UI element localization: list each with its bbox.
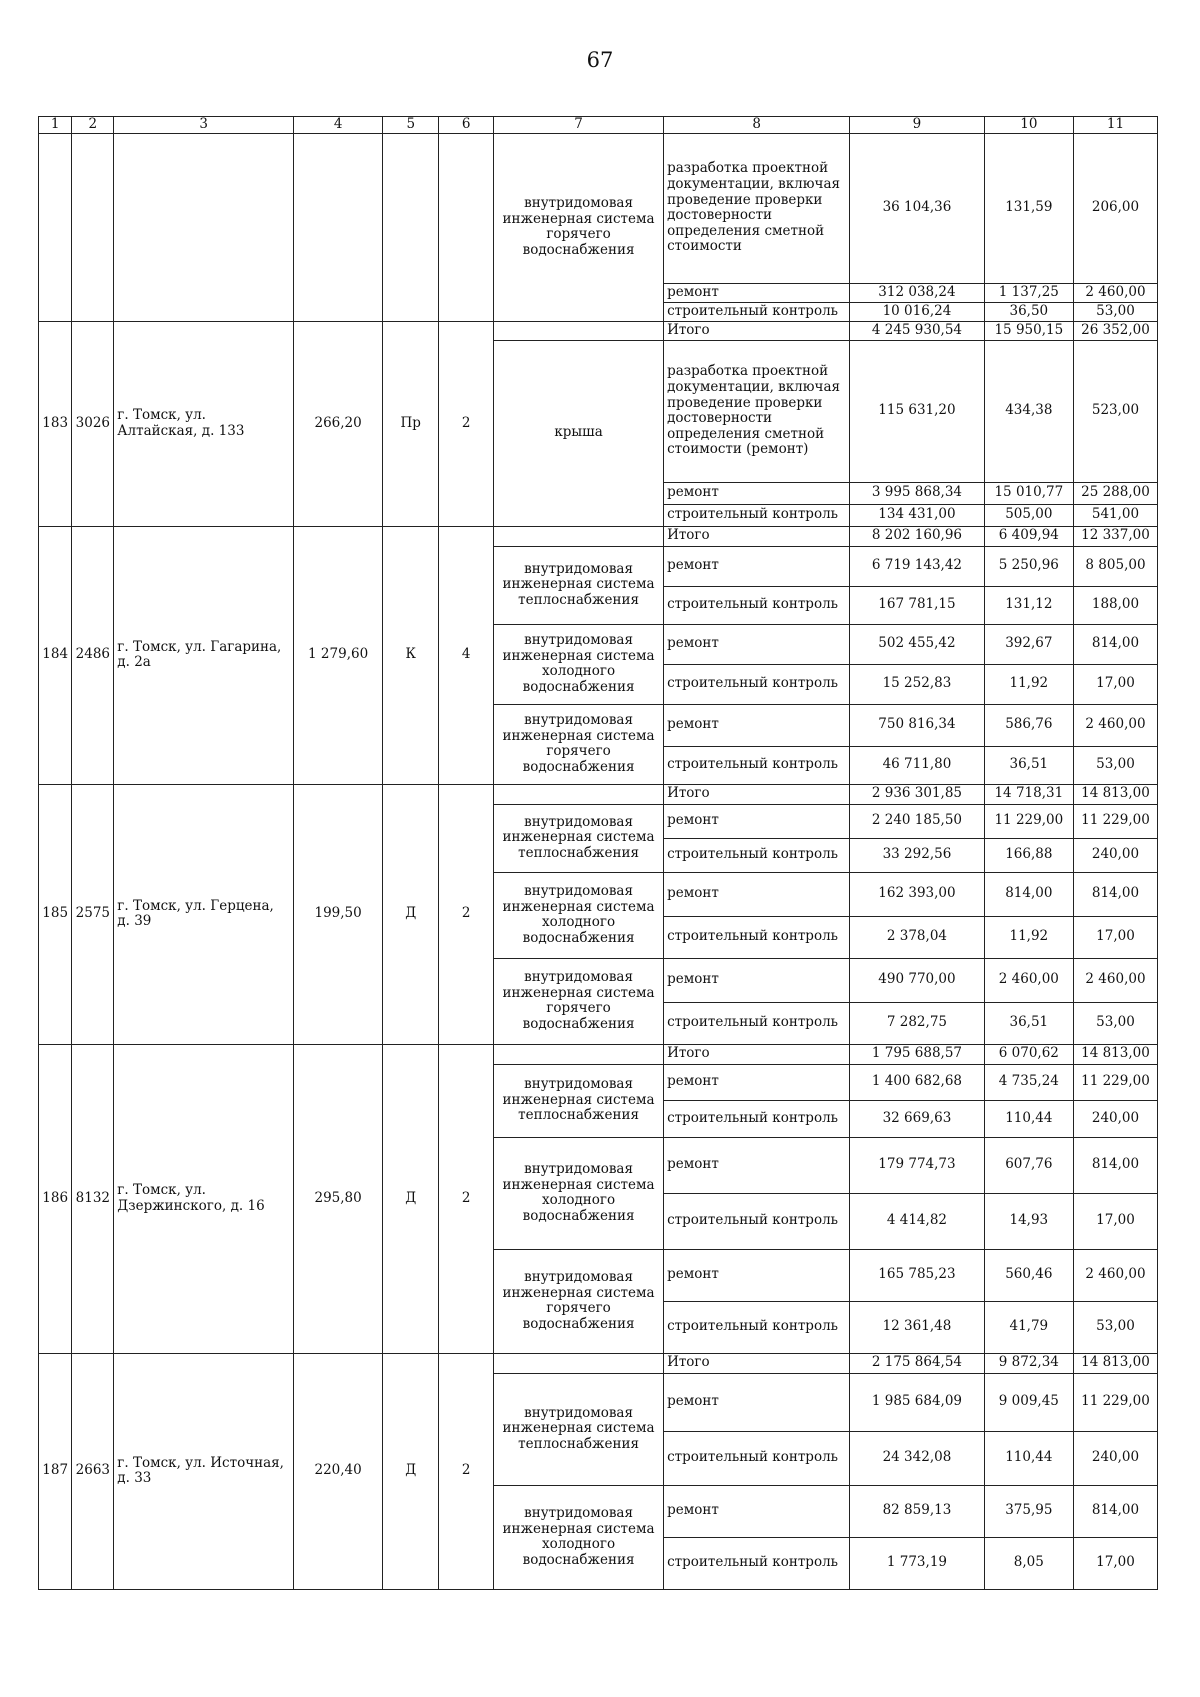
column-number: 7 (494, 117, 664, 134)
cost-total: 33 292,56 (850, 838, 984, 872)
cost-limit: 53,00 (1073, 302, 1157, 321)
cost-per-sqm: 4 735,24 (984, 1064, 1073, 1100)
cost-limit: 17,00 (1073, 664, 1157, 704)
blank-cell (293, 133, 382, 321)
area: 295,80 (293, 1044, 382, 1353)
table-row (39, 1353, 1158, 1373)
work-type: строительный контроль (664, 1431, 850, 1485)
material-type: Д (383, 1353, 439, 1589)
cost-total: 4 414,82 (850, 1193, 984, 1249)
cost-limit: 188,00 (1073, 586, 1157, 624)
cost-limit: 17,00 (1073, 916, 1157, 958)
cost-total: 36 104,36 (850, 133, 984, 283)
house-code: 2575 (72, 784, 114, 1044)
work-type: Итого (664, 1353, 850, 1373)
cost-limit: 53,00 (1073, 1301, 1157, 1353)
work-type: строительный контроль (664, 1537, 850, 1589)
cost-total: 32 669,63 (850, 1100, 984, 1137)
cost-total: 167 781,15 (850, 586, 984, 624)
work-type: строительный контроль (664, 1100, 850, 1137)
cost-per-sqm: 392,67 (984, 624, 1073, 664)
floors: 2 (439, 1353, 494, 1589)
cost-limit: 12 337,00 (1073, 526, 1157, 546)
column-number: 3 (114, 117, 294, 134)
column-number: 11 (1073, 117, 1157, 134)
cost-limit: 814,00 (1073, 872, 1157, 916)
cost-total: 134 431,00 (850, 504, 984, 526)
area: 199,50 (293, 784, 382, 1044)
work-type: ремонт (664, 1137, 850, 1193)
cost-per-sqm: 6 070,62 (984, 1044, 1073, 1064)
work-type: строительный контроль (664, 586, 850, 624)
cost-per-sqm: 131,59 (984, 133, 1073, 283)
engineering-system: внутридомовая инженерная система теплоснабжения (494, 1373, 664, 1485)
column-number: 1 (39, 117, 72, 134)
work-type: ремонт (664, 1249, 850, 1301)
work-type: ремонт (664, 1485, 850, 1537)
row-number: 186 (39, 1044, 72, 1353)
row-number: 184 (39, 526, 72, 784)
work-type: разработка проектной документации, включая проведение проверки достоверности определения сметной стоимости (ремонт) (664, 340, 850, 482)
floors: 2 (439, 784, 494, 1044)
engineering-system: внутридомовая инженерная система холодного водоснабжения (494, 624, 664, 704)
material-type: Д (383, 784, 439, 1044)
row-number: 187 (39, 1353, 72, 1589)
cost-total: 2 240 185,50 (850, 804, 984, 838)
cost-total: 1 795 688,57 (850, 1044, 984, 1064)
engineering-system: внутридомовая инженерная система холодного водоснабжения (494, 1485, 664, 1589)
cost-total: 12 361,48 (850, 1301, 984, 1353)
cost-limit: 2 460,00 (1073, 283, 1157, 302)
cost-per-sqm: 14 718,31 (984, 784, 1073, 804)
cost-total: 15 252,83 (850, 664, 984, 704)
cost-per-sqm: 586,76 (984, 704, 1073, 746)
table-row (39, 526, 1158, 546)
engineering-system: внутридомовая инженерная система теплоснабжения (494, 804, 664, 872)
blank-cell (494, 784, 664, 804)
table-row (39, 321, 1158, 340)
address: г. Томск, ул. Алтайская, д. 133 (114, 321, 294, 526)
cost-total: 750 816,34 (850, 704, 984, 746)
engineering-system: внутридомовая инженерная система теплоснабжения (494, 1064, 664, 1137)
work-type: строительный контроль (664, 746, 850, 784)
work-type: строительный контроль (664, 504, 850, 526)
cost-total: 46 711,80 (850, 746, 984, 784)
cost-limit: 2 460,00 (1073, 958, 1157, 1002)
house-code: 3026 (72, 321, 114, 526)
cost-per-sqm: 9 009,45 (984, 1373, 1073, 1431)
column-number: 10 (984, 117, 1073, 134)
cost-limit: 26 352,00 (1073, 321, 1157, 340)
address: г. Томск, ул. Герцена, д. 39 (114, 784, 294, 1044)
area: 1 279,60 (293, 526, 382, 784)
cost-limit: 53,00 (1073, 746, 1157, 784)
cost-limit: 240,00 (1073, 1431, 1157, 1485)
cost-per-sqm: 560,46 (984, 1249, 1073, 1301)
cost-per-sqm: 814,00 (984, 872, 1073, 916)
blank-cell (494, 321, 664, 340)
work-type: Итого (664, 784, 850, 804)
cost-per-sqm: 36,50 (984, 302, 1073, 321)
cost-per-sqm: 11,92 (984, 664, 1073, 704)
work-type: разработка проектной документации, включая проведение проверки достоверности определения сметной стоимости (664, 133, 850, 283)
cost-total: 1 773,19 (850, 1537, 984, 1589)
work-type: Итого (664, 1044, 850, 1064)
material-type: К (383, 526, 439, 784)
work-type: ремонт (664, 872, 850, 916)
cost-total: 2 378,04 (850, 916, 984, 958)
work-type: строительный контроль (664, 838, 850, 872)
cost-limit: 814,00 (1073, 1485, 1157, 1537)
work-type: строительный контроль (664, 1193, 850, 1249)
table-row (39, 784, 1158, 804)
cost-per-sqm: 505,00 (984, 504, 1073, 526)
cost-total: 24 342,08 (850, 1431, 984, 1485)
cost-per-sqm: 607,76 (984, 1137, 1073, 1193)
engineering-system: внутридомовая инженерная система горячего водоснабжения (494, 133, 664, 321)
work-type: ремонт (664, 283, 850, 302)
material-type: Д (383, 1044, 439, 1353)
cost-total: 4 245 930,54 (850, 321, 984, 340)
cost-per-sqm: 1 137,25 (984, 283, 1073, 302)
blank-cell (114, 133, 294, 321)
cost-limit: 14 813,00 (1073, 1353, 1157, 1373)
cost-per-sqm: 110,44 (984, 1431, 1073, 1485)
work-type: ремонт (664, 1373, 850, 1431)
cost-per-sqm: 15 950,15 (984, 321, 1073, 340)
engineering-system: внутридомовая инженерная система теплоснабжения (494, 546, 664, 624)
work-type: ремонт (664, 958, 850, 1002)
cost-total: 1 985 684,09 (850, 1373, 984, 1431)
cost-total: 2 175 864,54 (850, 1353, 984, 1373)
column-number: 9 (850, 117, 984, 134)
cost-per-sqm: 131,12 (984, 586, 1073, 624)
blank-cell (494, 1044, 664, 1064)
work-type: строительный контроль (664, 1002, 850, 1044)
cost-limit: 53,00 (1073, 1002, 1157, 1044)
cost-per-sqm: 15 010,77 (984, 482, 1073, 504)
cost-total: 3 995 868,34 (850, 482, 984, 504)
work-type: ремонт (664, 804, 850, 838)
cost-limit: 25 288,00 (1073, 482, 1157, 504)
work-type: Итого (664, 321, 850, 340)
cost-total: 6 719 143,42 (850, 546, 984, 586)
cost-per-sqm: 36,51 (984, 746, 1073, 784)
cost-per-sqm: 375,95 (984, 1485, 1073, 1537)
cost-total: 8 202 160,96 (850, 526, 984, 546)
cost-per-sqm: 5 250,96 (984, 546, 1073, 586)
cost-limit: 17,00 (1073, 1537, 1157, 1589)
cost-limit: 814,00 (1073, 1137, 1157, 1193)
table-row (39, 1044, 1158, 1064)
column-number: 2 (72, 117, 114, 134)
work-type: ремонт (664, 546, 850, 586)
cost-per-sqm: 2 460,00 (984, 958, 1073, 1002)
cost-per-sqm: 36,51 (984, 1002, 1073, 1044)
cost-per-sqm: 110,44 (984, 1100, 1073, 1137)
header-row (39, 117, 1158, 134)
column-number: 4 (293, 117, 382, 134)
cost-total: 115 631,20 (850, 340, 984, 482)
cost-total: 502 455,42 (850, 624, 984, 664)
cost-per-sqm: 14,93 (984, 1193, 1073, 1249)
engineering-system: внутридомовая инженерная система горячего водоснабжения (494, 1249, 664, 1353)
cost-limit: 14 813,00 (1073, 784, 1157, 804)
column-number: 8 (664, 117, 850, 134)
area: 220,40 (293, 1353, 382, 1589)
cost-total: 162 393,00 (850, 872, 984, 916)
cost-total: 490 770,00 (850, 958, 984, 1002)
blank-cell (439, 133, 494, 321)
engineering-system: внутридомовая инженерная система холодного водоснабжения (494, 1137, 664, 1249)
cost-per-sqm: 6 409,94 (984, 526, 1073, 546)
work-type: Итого (664, 526, 850, 546)
address: г. Томск, ул. Дзержинского, д. 16 (114, 1044, 294, 1353)
cost-limit: 541,00 (1073, 504, 1157, 526)
cost-limit: 206,00 (1073, 133, 1157, 283)
work-type: строительный контроль (664, 916, 850, 958)
address: г. Томск, ул. Источная, д. 33 (114, 1353, 294, 1589)
repair-cost-table (38, 116, 1158, 1590)
blank-cell (494, 526, 664, 546)
house-code: 2486 (72, 526, 114, 784)
cost-total: 82 859,13 (850, 1485, 984, 1537)
house-code: 8132 (72, 1044, 114, 1353)
cost-limit: 2 460,00 (1073, 704, 1157, 746)
table-row (39, 133, 1158, 283)
house-code: 2663 (72, 1353, 114, 1589)
cost-limit: 11 229,00 (1073, 1373, 1157, 1431)
work-type: строительный контроль (664, 1301, 850, 1353)
blank-cell (72, 133, 114, 321)
material-type: Пр (383, 321, 439, 526)
cost-limit: 11 229,00 (1073, 1064, 1157, 1100)
area: 266,20 (293, 321, 382, 526)
work-type: ремонт (664, 624, 850, 664)
work-type: строительный контроль (664, 664, 850, 704)
work-type: ремонт (664, 482, 850, 504)
cost-per-sqm: 8,05 (984, 1537, 1073, 1589)
blank-cell (383, 133, 439, 321)
row-number: 183 (39, 321, 72, 526)
cost-limit: 14 813,00 (1073, 1044, 1157, 1064)
cost-total: 10 016,24 (850, 302, 984, 321)
cost-per-sqm: 166,88 (984, 838, 1073, 872)
cost-limit: 8 805,00 (1073, 546, 1157, 586)
work-type: ремонт (664, 1064, 850, 1100)
cost-per-sqm: 11,92 (984, 916, 1073, 958)
floors: 4 (439, 526, 494, 784)
cost-limit: 240,00 (1073, 1100, 1157, 1137)
cost-per-sqm: 434,38 (984, 340, 1073, 482)
cost-total: 7 282,75 (850, 1002, 984, 1044)
cost-limit: 523,00 (1073, 340, 1157, 482)
work-type: ремонт (664, 704, 850, 746)
cost-total: 165 785,23 (850, 1249, 984, 1301)
cost-limit: 17,00 (1073, 1193, 1157, 1249)
blank-cell (494, 1353, 664, 1373)
cost-total: 179 774,73 (850, 1137, 984, 1193)
work-type: строительный контроль (664, 302, 850, 321)
cost-per-sqm: 11 229,00 (984, 804, 1073, 838)
cost-limit: 814,00 (1073, 624, 1157, 664)
cost-limit: 2 460,00 (1073, 1249, 1157, 1301)
cost-per-sqm: 9 872,34 (984, 1353, 1073, 1373)
cost-per-sqm: 41,79 (984, 1301, 1073, 1353)
cost-total: 1 400 682,68 (850, 1064, 984, 1100)
row-number: 185 (39, 784, 72, 1044)
cost-limit: 240,00 (1073, 838, 1157, 872)
engineering-system: внутридомовая инженерная система горячего водоснабжения (494, 958, 664, 1044)
engineering-system: крыша (494, 340, 664, 526)
cost-total: 312 038,24 (850, 283, 984, 302)
cost-limit: 11 229,00 (1073, 804, 1157, 838)
floors: 2 (439, 321, 494, 526)
column-number: 5 (383, 117, 439, 134)
floors: 2 (439, 1044, 494, 1353)
address: г. Томск, ул. Гагарина, д. 2а (114, 526, 294, 784)
engineering-system: внутридомовая инженерная система горячего водоснабжения (494, 704, 664, 784)
cost-total: 2 936 301,85 (850, 784, 984, 804)
column-number: 6 (439, 117, 494, 134)
page-number: 67 (586, 48, 614, 72)
engineering-system: внутридомовая инженерная система холодного водоснабжения (494, 872, 664, 958)
blank-cell (39, 133, 72, 321)
